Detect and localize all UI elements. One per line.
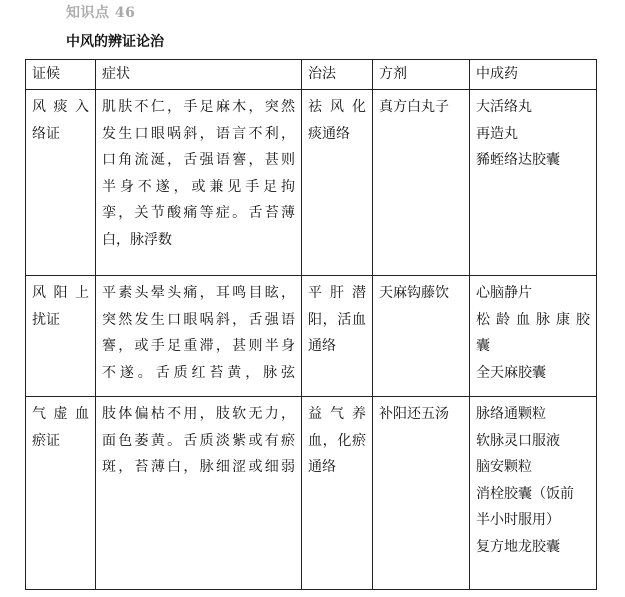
symptom-line: 面色萎黄。舌质淡紫或有瘀: [102, 432, 295, 449]
symptom-line: 发生口眼㖞斜，语言不利，: [102, 125, 295, 142]
treatment-line: 祛风化: [308, 99, 366, 115]
patent-medicine-line: 软脉灵口服液: [476, 432, 560, 449]
formula-cell: [373, 397, 470, 590]
syndrome-cell: [26, 276, 96, 397]
syndrome-line: 气虚血: [32, 406, 89, 422]
column-header-syndrome: 证候: [26, 60, 96, 90]
patent-medicine-line: 消栓胶囊（饭前: [476, 485, 574, 502]
syndrome-line: 扰证: [32, 311, 60, 328]
symptoms-cell: [96, 276, 302, 397]
symptom-line: 平素头晕头痛，耳鸣目眩，: [102, 285, 295, 301]
patent-medicine-cell: [470, 90, 597, 276]
syndrome-line: 络证: [32, 125, 60, 142]
patent-medicine-line: 半小时服用）: [476, 512, 560, 529]
symptom-line: 不遂。舌质红苔黄，脉弦: [102, 364, 295, 381]
treatment-line: 益气养: [308, 406, 366, 422]
document-title: 中风的辨证论治: [66, 34, 164, 50]
syndrome-line: 风阳上: [32, 285, 89, 301]
patent-medicine-line: 脉络通颗粒: [476, 406, 546, 422]
formula-text: 天麻钩藤饮: [379, 285, 449, 301]
symptom-line: 斑，苔薄白，脉细涩或细弱: [102, 459, 295, 476]
column-header-formula: 方剂: [373, 60, 470, 90]
syndrome-line: 风痰入: [32, 99, 89, 115]
patent-medicine-line: 再造丸: [476, 125, 518, 142]
patent-medicine-cell: [470, 276, 597, 397]
patent-medicine-line: 全天麻胶囊: [476, 364, 546, 381]
treatment-line: 阳，活血: [308, 311, 366, 328]
formula-text: 补阳还五汤: [379, 406, 449, 422]
symptoms-cell: [96, 397, 302, 590]
symptom-line: 口角流涎，舌强语謇，甚则: [102, 152, 295, 169]
table-header-row: [26, 60, 597, 90]
syndrome-line: 瘀证: [32, 432, 60, 449]
symptom-line: 挛，关节酸痛等症。舌苔薄: [102, 205, 295, 222]
formula-text: 真方白丸子: [379, 99, 449, 115]
syndrome-cell: [26, 397, 96, 590]
treatment-line: 通络: [308, 459, 336, 476]
treatment-line: 通络: [308, 338, 336, 355]
symptom-line: 白，脉浮数: [102, 231, 172, 248]
symptom-line: 謇，或手足重滞，甚则半身: [102, 338, 295, 355]
patent-medicine-line: 脑安颗粒: [476, 459, 532, 476]
patent-medicine-cell: [470, 397, 597, 590]
knowledge-point-label: 知识点 46: [66, 5, 136, 21]
patent-medicine-line: 豨蛭络达胶囊: [476, 152, 560, 169]
column-header-patent-medicine: 中成药: [470, 60, 597, 90]
formula-cell: [373, 90, 470, 276]
treatment-line: 痰通络: [308, 125, 350, 142]
patent-medicine-line: 松龄血脉康胶: [476, 311, 590, 328]
syndrome-cell: [26, 90, 96, 276]
treatment-line: 血，化瘀: [308, 432, 366, 449]
treatment-cell: [302, 90, 373, 276]
formula-cell: [373, 276, 470, 397]
treatment-cell: [302, 276, 373, 397]
symptom-line: 半身不遂，或兼见手足拘: [102, 178, 295, 195]
patent-medicine-line: 囊: [476, 338, 490, 355]
column-header-symptoms: 症状: [96, 60, 302, 90]
column-header-treatment: 治法: [302, 60, 373, 90]
table-row: [26, 90, 597, 276]
treatment-line: 平肝潜: [308, 285, 366, 301]
patent-medicine-line: 复方地龙胶囊: [476, 538, 560, 555]
symptom-line: 突然发生口眼㖞斜，舌强语: [102, 311, 295, 328]
table-row: [26, 397, 597, 590]
symptom-line: 肢体偏枯不用，肢软无力，: [102, 406, 295, 422]
symptom-line: 肌肤不仁，手足麻木，突然: [102, 99, 295, 115]
symptoms-cell: [96, 90, 302, 276]
treatment-cell: [302, 397, 373, 590]
table-row: [26, 276, 597, 397]
patent-medicine-line: 大活络丸: [476, 99, 532, 115]
syndrome-treatment-table: [25, 59, 597, 590]
patent-medicine-line: 心脑静片: [476, 285, 532, 301]
